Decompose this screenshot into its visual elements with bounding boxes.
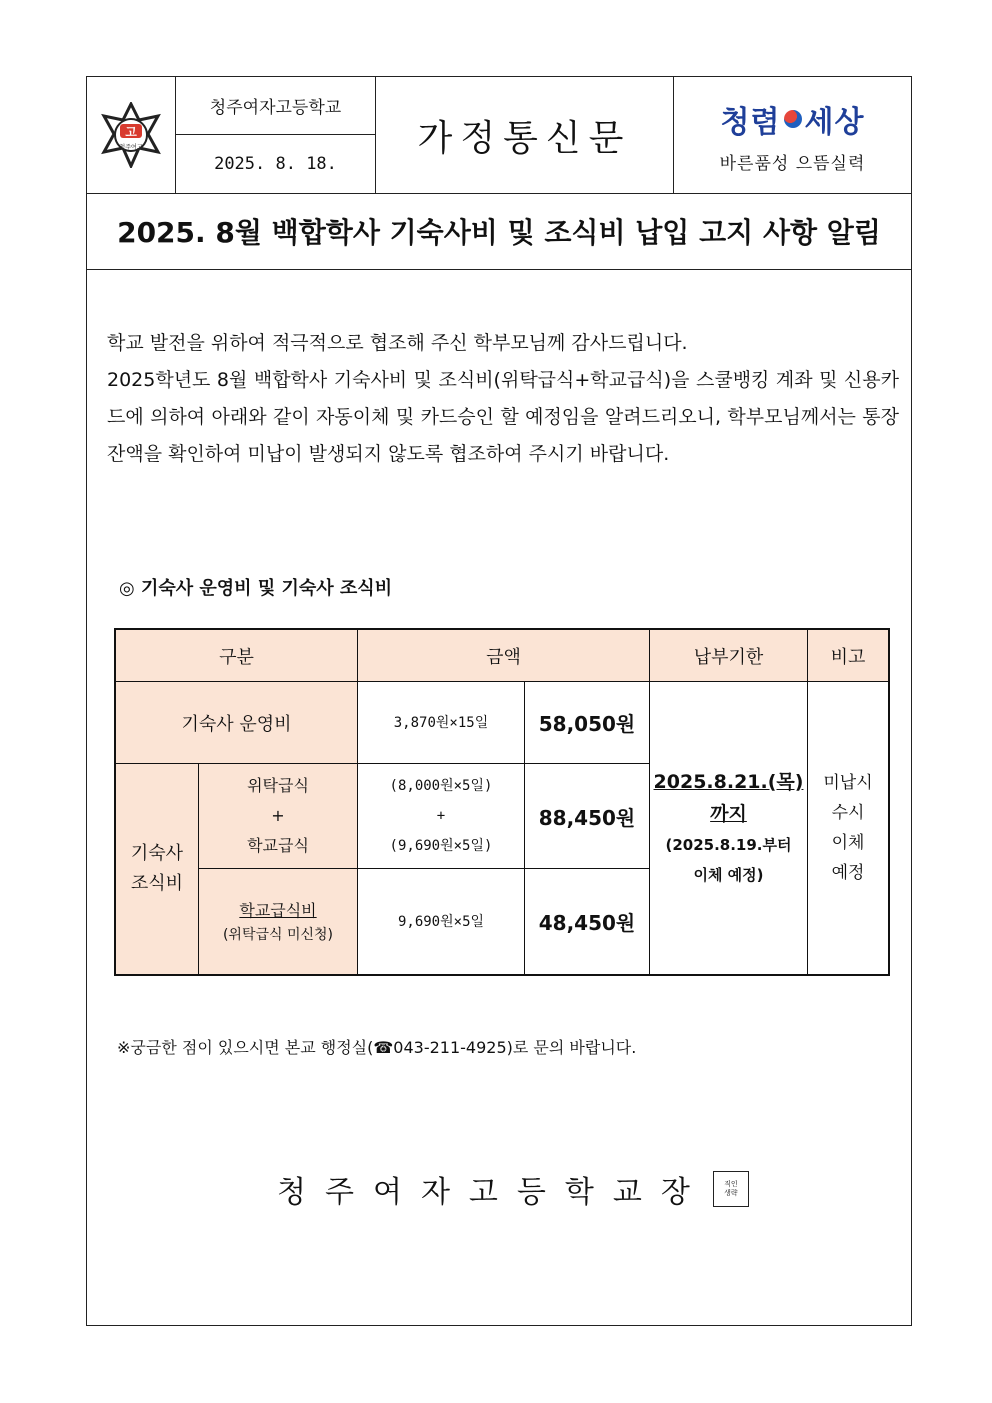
breakfast-label-line2: 조식비 [130, 873, 184, 894]
remarks-l4: 예정 [831, 863, 865, 883]
breakfast-label [116, 764, 199, 974]
emblem-sub: 청주여고 [119, 144, 143, 151]
due-note2: 이체 예정) [693, 866, 764, 884]
brand-right: 세상 [804, 104, 865, 140]
remarks-cell [808, 682, 888, 974]
combined-calc1: (8,000원×5일) [389, 778, 493, 794]
due-date-cell [650, 682, 808, 974]
combined-calc2: (9,690원×5일) [389, 838, 493, 854]
combined-sub2: 학교급식 [247, 836, 309, 855]
dorm-fee-total: 58,050원 [525, 682, 650, 764]
seal-line1: 직인 [724, 1180, 738, 1188]
school-meal-sub: 학교급식비 [239, 900, 317, 920]
combined-calc [358, 764, 525, 869]
school-name: 청주여자고등학교 [176, 77, 375, 135]
school-meal-label [199, 869, 358, 974]
dorm-fee-calc: 3,870원×15일 [358, 682, 525, 764]
remarks-l1: 미납시 [823, 773, 873, 793]
due-until: 까지 [710, 803, 747, 825]
dorm-fee-label: 기숙사 운영비 [116, 682, 358, 764]
doc-type-title: 가정통신문 [376, 77, 674, 193]
seal-stamp [713, 1171, 749, 1207]
issue-date: 2025. 8. 18. [214, 154, 337, 174]
th-remarks: 비고 [808, 630, 888, 682]
brand-box [674, 77, 911, 193]
body-paragraph-1: 학교 발전을 위하여 적극적으로 협조해 주신 학부모님께 감사드립니다. [107, 332, 688, 354]
document-frame [86, 76, 912, 1326]
document-header [87, 77, 911, 194]
footnote: ※궁금한 점이 있으시면 본교 행정실(☎043-211-4925)로 문의 바랍니다. [117, 1038, 637, 1057]
brand-slogan: 바른품성 으뜸실력 [719, 153, 866, 174]
combined-calc-plus: + [436, 808, 446, 824]
body-paragraph-2: 2025학년도 8월 백합학사 기숙사비 및 조식비(위탁급식+학교급식)을 스쿨뱅킹 계좌 및 신용카드에 의하여 아래와 같이 자동이체 및 카드승인 할 예정임을 알려드리오니, 학부모님께서는 통장잔액을 확인하여 미납이 발생되지 않도록 협조하여 주시기 바랍니다. [107, 369, 899, 465]
brand-logo [721, 97, 865, 141]
combined-total: 88,450원 [525, 764, 650, 869]
principal-signature [277, 1167, 749, 1211]
korea-dot-icon [784, 110, 802, 128]
remarks-l2: 수시 [831, 803, 865, 823]
body-text [107, 325, 899, 473]
school-info [176, 77, 376, 193]
remarks-l3: 이체 [831, 833, 865, 853]
school-emblem [87, 77, 176, 193]
school-meal-total: 48,450원 [525, 869, 650, 974]
th-amount: 금액 [358, 630, 650, 682]
combined-plus: + [271, 806, 285, 825]
th-due: 납부기한 [650, 630, 808, 682]
principal-name: 청주여자고등학교장 [277, 1175, 709, 1210]
th-category: 구분 [116, 630, 358, 682]
combined-meal-label [199, 764, 358, 869]
due-note1: (2025.8.19.부터 [665, 836, 792, 854]
school-meal-note: (위탁급식 미신청) [222, 926, 334, 943]
section-title: ◎ 기숙사 운영비 및 기숙사 조식비 [119, 578, 393, 599]
breakfast-label-line1: 기숙사 [130, 843, 184, 864]
emblem-text: 고 [125, 125, 137, 139]
emblem-icon [100, 102, 162, 168]
notice-title: 2025. 8월 백합학사 기숙사비 및 조식비 납입 고지 사항 알림 [87, 193, 911, 270]
fee-table [114, 628, 890, 976]
due-date: 2025.8.21.(목) [653, 771, 804, 793]
combined-sub1: 위탁급식 [247, 776, 309, 795]
seal-line2: 생략 [724, 1189, 738, 1197]
school-meal-calc: 9,690원×5일 [358, 869, 525, 974]
brand-left: 청렴 [720, 104, 781, 140]
